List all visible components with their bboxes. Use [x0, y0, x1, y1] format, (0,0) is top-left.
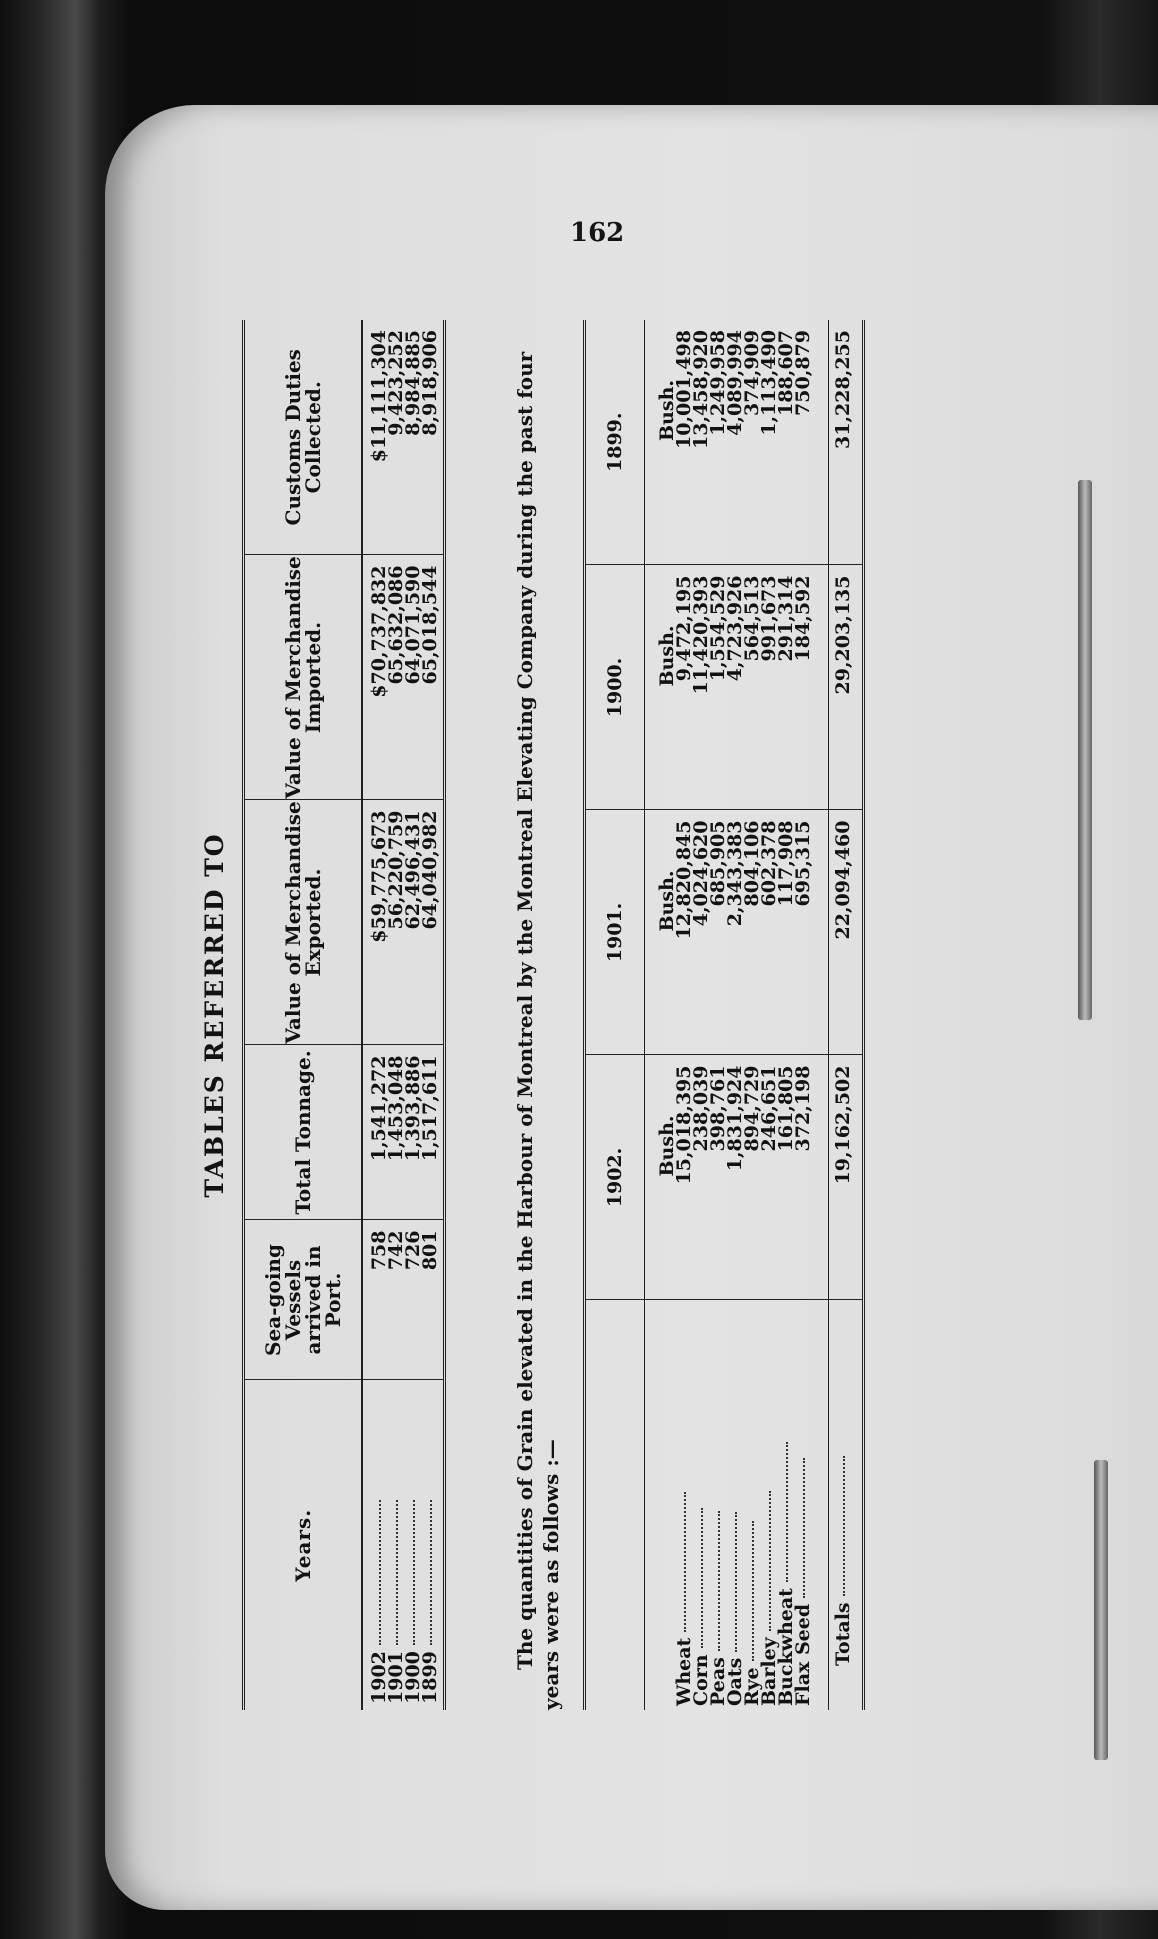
table-header-row	[585, 320, 645, 1710]
value-cell: 4,024,620	[693, 810, 710, 1055]
table-row	[744, 320, 761, 1710]
header-tonnage: Total Tonnage.	[244, 1045, 362, 1220]
table-row	[693, 320, 710, 1710]
tonnage-cell: 1,393,886	[405, 1045, 422, 1220]
header-year: 1902.	[585, 1055, 645, 1300]
unit-label: Bush.	[645, 320, 677, 565]
table-row	[727, 320, 744, 1710]
value-cell: 804,106	[744, 810, 761, 1055]
grain-elevated-table	[583, 320, 865, 1710]
value-cell: 246,651	[761, 1055, 778, 1300]
value-cell: 10,001,498	[676, 320, 693, 565]
value-cell: 991,673	[761, 565, 778, 810]
grain-label: Corn	[690, 1654, 712, 1706]
value-cell: 9,472,195	[676, 565, 693, 810]
totals-row	[829, 320, 864, 1710]
duties-cell: 9,423,252	[388, 320, 405, 555]
header-imported: Value of Merchandise Imported.	[244, 555, 362, 800]
grain-label: Peas	[707, 1657, 729, 1706]
rotated-content	[190, 320, 950, 1710]
value-cell: 602,378	[761, 810, 778, 1055]
value-cell: 12,820,845	[676, 810, 693, 1055]
exported-cell: $59,775,673	[362, 800, 388, 1045]
dot-leader	[843, 1456, 845, 1596]
header-year: 1899.	[585, 320, 645, 565]
value-cell: 117,908	[778, 810, 795, 1055]
grain-label: Flax Seed	[792, 1603, 814, 1706]
value-cell: 695,315	[795, 810, 829, 1055]
table-row	[422, 320, 445, 1710]
grain-intro-paragraph: The quantities of Grain elevated in the Harbour of Montreal by the Montreal Elevating Company during the past four years were as follows :—	[513, 351, 563, 1710]
dot-leader	[430, 1500, 432, 1645]
dot-leader	[786, 1442, 788, 1582]
year-cell: 1901	[384, 1651, 407, 1704]
dot-leader	[413, 1500, 415, 1645]
table-row	[676, 320, 693, 1710]
total-cell: 22,094,460	[829, 810, 864, 1055]
value-cell: 750,879	[795, 320, 829, 565]
value-cell: 1,249,958	[710, 320, 727, 565]
binding-clip	[1094, 1460, 1108, 1760]
exported-cell: 56,220,759	[388, 800, 405, 1045]
header-blank	[585, 1300, 645, 1710]
tonnage-cell: 1,453,048	[388, 1045, 405, 1220]
vessels-cell: 758	[362, 1220, 388, 1380]
value-cell: 4,089,994	[727, 320, 744, 565]
value-cell: 1,113,490	[761, 320, 778, 565]
table-header-row	[244, 320, 362, 1710]
grain-label: Wheat	[673, 1637, 695, 1706]
dot-leader	[379, 1500, 381, 1645]
table-row	[405, 320, 422, 1710]
unit-label: Bush.	[645, 565, 677, 810]
tonnage-cell: 1,541,272	[362, 1045, 388, 1220]
table-row	[795, 320, 829, 1710]
total-cell: 19,162,502	[829, 1055, 864, 1300]
unit-label: Bush.	[645, 810, 677, 1055]
value-cell: 161,805	[778, 1055, 795, 1300]
value-cell: 1,831,924	[727, 1055, 744, 1300]
unit-row	[645, 320, 677, 1710]
dot-leader	[684, 1492, 686, 1632]
value-cell: 894,729	[744, 1055, 761, 1300]
table-row	[710, 320, 727, 1710]
value-cell: 685,905	[710, 810, 727, 1055]
page-heading: TABLES REFERRED TO	[200, 832, 229, 1198]
binding-clip	[1078, 480, 1092, 1020]
table-row	[388, 320, 405, 1710]
year-cell: 1902	[367, 1651, 390, 1704]
grain-label: Buckwheat	[775, 1588, 797, 1706]
table-row	[778, 320, 795, 1710]
value-cell: 11,420,393	[693, 565, 710, 810]
value-cell: 374,909	[744, 320, 761, 565]
value-cell: 188,607	[778, 320, 795, 565]
header-vessels: Sea-going Vessels arrived in Port.	[244, 1220, 362, 1380]
totals-label: Totals	[832, 1602, 854, 1666]
header-year: 1900.	[585, 565, 645, 810]
value-cell: 291,314	[778, 565, 795, 810]
value-cell: 15,018,395	[676, 1055, 693, 1300]
dot-leader	[769, 1491, 771, 1631]
value-cell: 4,723,926	[727, 565, 744, 810]
vessels-cell: 801	[422, 1220, 445, 1380]
dot-leader	[396, 1500, 398, 1645]
header-year: 1901.	[585, 810, 645, 1055]
imported-cell: 65,632,086	[388, 555, 405, 800]
table-row	[761, 320, 778, 1710]
vessels-cell: 742	[388, 1220, 405, 1380]
value-cell: 238,039	[693, 1055, 710, 1300]
value-cell: 372,198	[795, 1055, 829, 1300]
total-cell: 31,228,255	[829, 320, 864, 565]
port-statistics-table	[242, 320, 446, 1710]
tonnage-cell: 1,517,611	[422, 1045, 445, 1220]
unit-label: Bush.	[645, 1055, 677, 1300]
vessels-cell: 726	[405, 1220, 422, 1380]
page-number: 162	[570, 218, 625, 248]
value-cell: 1,554,529	[710, 565, 727, 810]
exported-cell: 64,040,982	[422, 800, 445, 1045]
dot-leader	[803, 1458, 805, 1598]
exported-cell: 62,496,431	[405, 800, 422, 1045]
dot-leader	[701, 1508, 703, 1648]
dot-leader	[752, 1521, 754, 1661]
duties-cell: 8,984,885	[405, 320, 422, 555]
duties-cell: $11,111,304	[362, 320, 388, 555]
year-cell: 1899	[418, 1651, 441, 1704]
header-exported: Value of Merchandise Exported.	[244, 800, 362, 1045]
value-cell: 398,761	[710, 1055, 727, 1300]
grain-label: Rye	[741, 1667, 763, 1706]
duties-cell: 8,918,906	[422, 320, 445, 555]
year-cell: 1900	[401, 1651, 424, 1704]
header-duties: Customs Duties Collected.	[244, 320, 362, 555]
value-cell: 564,513	[744, 565, 761, 810]
imported-cell: 64,071,590	[405, 555, 422, 800]
total-cell: 29,203,135	[829, 565, 864, 810]
grain-label: Barley	[758, 1637, 780, 1706]
imported-cell: $70,737,832	[362, 555, 388, 800]
value-cell: 2,343,383	[727, 810, 744, 1055]
value-cell: 184,592	[795, 565, 829, 810]
table-row	[362, 320, 388, 1710]
dot-leader	[735, 1512, 737, 1652]
header-years: Years.	[244, 1380, 362, 1710]
imported-cell: 65,018,544	[422, 555, 445, 800]
dot-leader	[718, 1511, 720, 1651]
value-cell: 13,458,920	[693, 320, 710, 565]
grain-label: Oats	[724, 1657, 746, 1706]
